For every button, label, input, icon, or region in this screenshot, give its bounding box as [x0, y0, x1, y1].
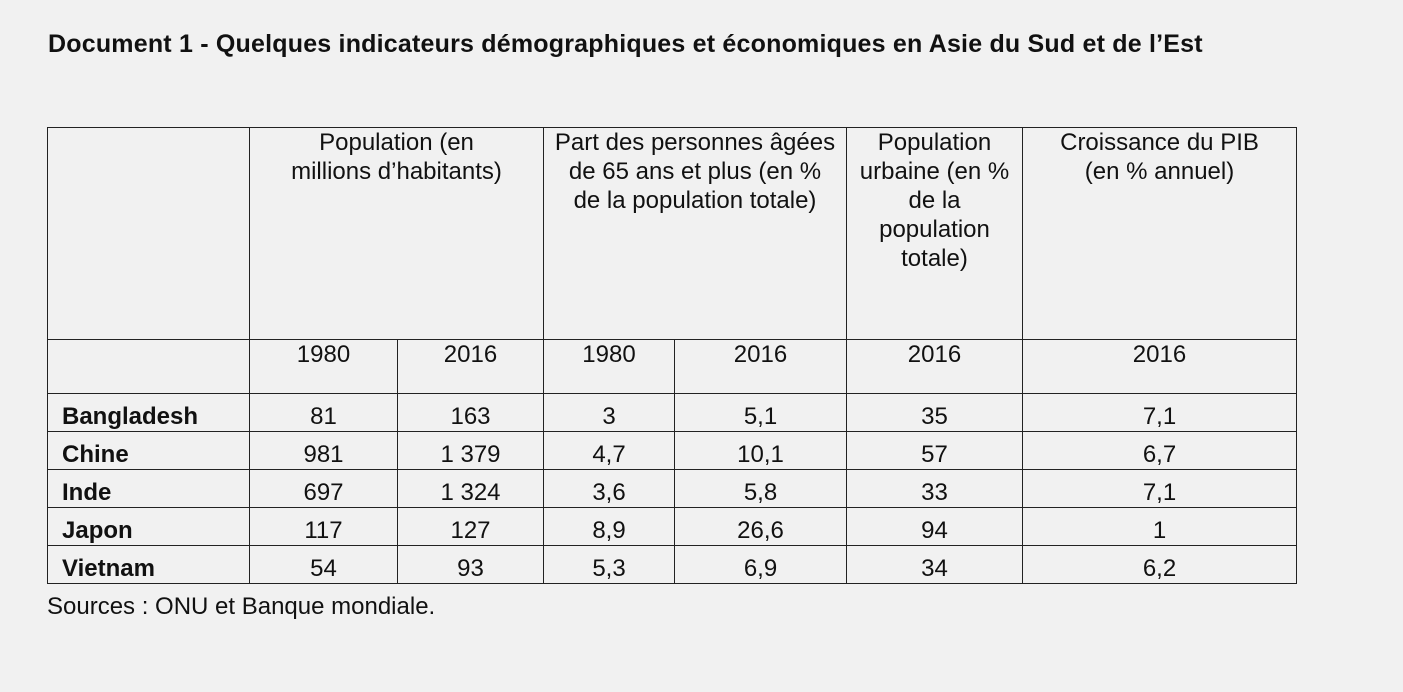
year-cell: 1980	[250, 340, 398, 394]
table-row	[48, 508, 1297, 546]
population-1980: 697	[250, 470, 398, 508]
table-row	[48, 432, 1297, 470]
year-empty-cell	[48, 340, 250, 394]
year-cell: 2016	[847, 340, 1023, 394]
elderly-share-2016: 26,6	[675, 508, 847, 546]
population-2016: 1 324	[398, 470, 544, 508]
country-name: Japon	[48, 508, 250, 546]
country-name: Vietnam	[48, 546, 250, 584]
year-cell: 2016	[675, 340, 847, 394]
header-urban-population: Population urbaine (en % de la population totale)	[847, 128, 1023, 340]
year-cell: 2016	[1023, 340, 1297, 394]
header-row	[48, 128, 1297, 340]
indicators-table	[47, 127, 1297, 584]
population-2016: 93	[398, 546, 544, 584]
table-row	[48, 394, 1297, 432]
population-2016: 163	[398, 394, 544, 432]
table-row	[48, 470, 1297, 508]
urban-population-2016: 57	[847, 432, 1023, 470]
header-empty-cell	[48, 128, 250, 340]
elderly-share-1980: 3,6	[544, 470, 675, 508]
elderly-share-1980: 5,3	[544, 546, 675, 584]
elderly-share-2016: 5,8	[675, 470, 847, 508]
header-gdp-growth: Croissance du PIB (en % annuel)	[1023, 128, 1297, 340]
urban-population-2016: 94	[847, 508, 1023, 546]
table-row	[48, 546, 1297, 584]
population-1980: 54	[250, 546, 398, 584]
population-1980: 981	[250, 432, 398, 470]
country-name: Inde	[48, 470, 250, 508]
gdp-growth-2016: 7,1	[1023, 470, 1297, 508]
country-name: Chine	[48, 432, 250, 470]
header-population: Population (en millions d’habitants)	[250, 128, 544, 340]
sources-note: Sources : ONU et Banque mondiale.	[47, 593, 436, 620]
elderly-share-2016: 6,9	[675, 546, 847, 584]
elderly-share-1980: 4,7	[544, 432, 675, 470]
population-1980: 81	[250, 394, 398, 432]
gdp-growth-2016: 1	[1023, 508, 1297, 546]
elderly-share-2016: 10,1	[675, 432, 847, 470]
year-row	[48, 340, 1297, 394]
population-1980: 117	[250, 508, 398, 546]
document-title: Document 1 - Quelques indicateurs démographiques et économiques en Asie du Sud et de l’Est	[48, 30, 1203, 58]
gdp-growth-2016: 7,1	[1023, 394, 1297, 432]
gdp-growth-2016: 6,7	[1023, 432, 1297, 470]
gdp-growth-2016: 6,2	[1023, 546, 1297, 584]
country-name: Bangladesh	[48, 394, 250, 432]
urban-population-2016: 35	[847, 394, 1023, 432]
elderly-share-2016: 5,1	[675, 394, 847, 432]
urban-population-2016: 33	[847, 470, 1023, 508]
elderly-share-1980: 8,9	[544, 508, 675, 546]
elderly-share-1980: 3	[544, 394, 675, 432]
urban-population-2016: 34	[847, 546, 1023, 584]
year-cell: 1980	[544, 340, 675, 394]
year-cell: 2016	[398, 340, 544, 394]
population-2016: 127	[398, 508, 544, 546]
header-elderly-share: Part des personnes âgées de 65 ans et plus (en % de la population totale)	[544, 128, 847, 340]
population-2016: 1 379	[398, 432, 544, 470]
